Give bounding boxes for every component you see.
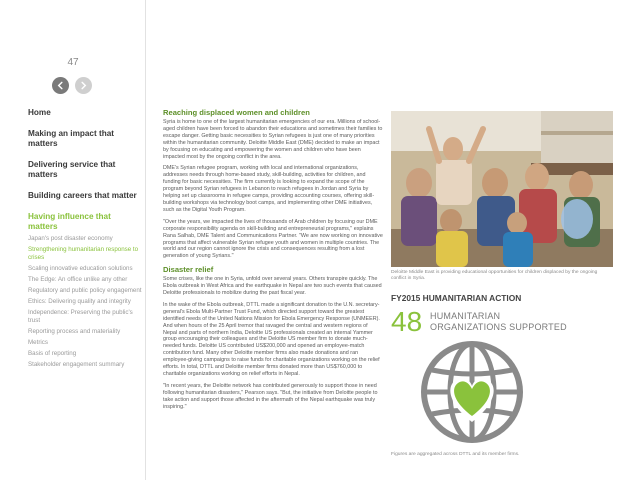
body-paragraph: DME's Syrian refugee program, working with local and international organizations, addresses needs through home-based study, skill-building, activities for children, and funding for basic necessities. The firm currently is looking to expand the scope of the program beyond Syrian refugees in Lebanon to reach refugees in Jordan and Syria by helping set up classrooms in refugee camps, providing accounting courses, offering skill-building workshops via technology boot camps, and implementing other DME initiatives, such as the Digital Youth Program.: [163, 165, 375, 213]
sidebar-nav: [28, 108, 142, 372]
sidebar: [0, 0, 146, 480]
stat-label-line: HUMANITARIAN: [430, 311, 501, 321]
stat-title: FY2015 HUMANITARIAN ACTION: [391, 293, 522, 303]
nav-item-having-influence[interactable]: Having influence that matters: [28, 212, 111, 231]
nav-sub-item[interactable]: Metrics: [28, 338, 48, 346]
nav-item-making-an-impact[interactable]: Making an impact that matters: [28, 129, 114, 148]
body-paragraph: Syria is home to one of the largest humanitarian emergencies of our era. Millions of school-aged children have been forced to abandon their educations and sometimes their families to escape danger. Getting basic necessities to Syrian refugees is just one of many priorities within the humanitarian community. Deloitte Middle East (DME) decided to make an impact by focusing on educating and empowering the women and children who have been impacted most by the ongoing conflict in the area.: [163, 119, 383, 160]
section-heading: Disaster relief: [163, 265, 214, 275]
nav-sub-item[interactable]: Basis of reporting: [28, 350, 77, 358]
nav-sub-item[interactable]: Stakeholder engagement summary: [28, 361, 125, 369]
nav-sub-item[interactable]: Japan's post disaster economy: [28, 235, 113, 242]
nav-sub-item[interactable]: The Edge: An office unlike any other: [28, 275, 128, 283]
children-classroom-photo: [391, 111, 613, 267]
nav-sub-item[interactable]: Regulatory and public policy engagement: [28, 286, 142, 294]
nav-sub-item[interactable]: Independence: Preserving the public's trust: [28, 309, 133, 324]
section-heading: Reaching displaced women and children: [163, 108, 310, 117]
chevron-right-icon: [79, 81, 88, 90]
stat-label: [430, 311, 567, 332]
nav-item-home[interactable]: Home: [28, 108, 51, 117]
body-paragraph: Some crises, like the one in Syria, unfold over several years. Others transpire quickly. The Ebola outbreak in West Africa and the earthquake in Nepal are two such events that caused Deloitte professionals to mobilize during the past fiscal year.: [163, 276, 382, 297]
chevron-left-icon: [56, 81, 65, 90]
photo-caption: Deloitte Middle East is providing educational opportunities for children displaced by the ongoing conflict in Syria.: [391, 270, 598, 281]
nav-sub-item[interactable]: Reporting process and materiality: [28, 327, 121, 335]
stat-label-line: ORGANIZATIONS SUPPORTED: [430, 321, 567, 332]
quote-paragraph: "In recent years, the Deloitte network has contributed generously to support those in need following humanitarian disasters," Pearson says. "But, the initiative from Deloitte people to take action and support those affected in the aftermath of the Nepal earthquake was truly inspiring.": [163, 382, 378, 410]
nav-sub-item[interactable]: Ethics: Delivering quality and integrity: [28, 298, 131, 306]
nav-item-delivering-service[interactable]: Delivering service that matters: [28, 160, 116, 179]
globe-heart-icon: [418, 338, 526, 446]
previous-page-button[interactable]: [52, 77, 69, 94]
nav-sub-item[interactable]: Scaling innovative education solutions: [28, 264, 133, 272]
next-page-button[interactable]: [75, 77, 92, 94]
quote-paragraph: "Over the years, we impacted the lives of thousands of Arab children by focusing our DME corporate responsibility agenda on skill-building and entrepreneurial programs," explains Rana Salhab, DME Talent and Communications Partner. "We are now working on innovative programs that affect vulnerable Syrian refugee youth and women in multiple countries. The world and our region cannot ignore the crisis and consequences resulting from a lost generation of young Syrians.": [163, 218, 383, 260]
article-column: [163, 108, 383, 416]
page-navigation: [52, 77, 92, 94]
stat-number: 48: [391, 306, 423, 337]
report-page: [146, 0, 640, 480]
body-paragraph: In the wake of the Ebola outbreak, DTTL made a significant donation to the U.N. secretary-general's Ebola Multi-Partner Trust Fund, which directed support toward the greatest identified needs of the United Nations Mission for Ebola Emergency Response (UNMEER). And when hours of the 25 April tremor that ravaged the central and western regions of Nepal and parts of northern India, Deloitte US professionals created an internal Yammer group encouraging their colleagues and the Deloitte US member firm to donate much-needed funds. Deloitte US contributed US$200,000 and opened an employee-match contribution fund. Many other Deloitte member firms also made donations and ran employee-giving campaigns to raise funds for charitable organizations working on the relief efforts. In total, DTTL and Deloitte member firms donated more than US$760,000 to charitable organizations working on relief efforts in Nepal.: [163, 301, 380, 377]
nav-sub-item-active[interactable]: Strengthening humanitarian response to crises: [28, 246, 139, 261]
page-number: 47: [67, 57, 79, 68]
footnote: Figures are aggregated across DTTL and its member firms.: [391, 452, 520, 457]
nav-item-building-careers[interactable]: Building careers that matter: [28, 191, 137, 200]
